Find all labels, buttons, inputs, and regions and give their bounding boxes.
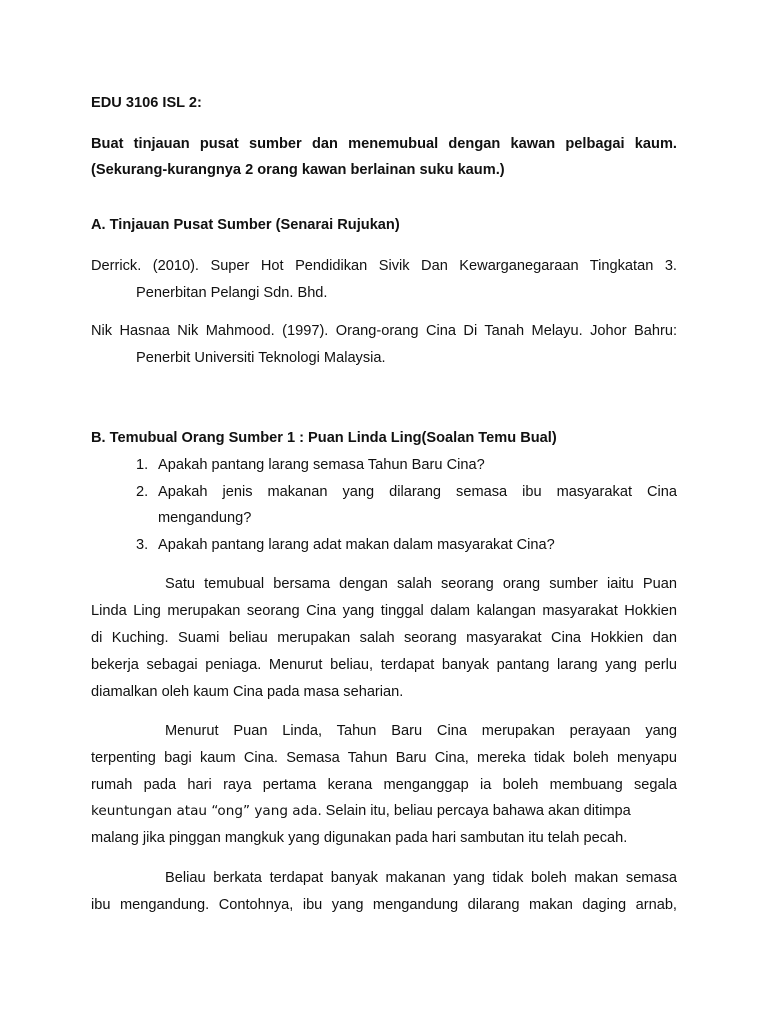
reference-2-line-2: Penerbit Universiti Teknologi Malaysia. <box>136 350 386 366</box>
question-1-number: 1. <box>136 457 149 473</box>
question-3-number: 3. <box>136 537 149 553</box>
section-b-title: B. Temubual Orang Sumber 1 : Puan Linda Ling(Soalan Temu Bual) <box>91 430 557 446</box>
question-1-text: Apakah pantang larang semasa Tahun Baru Cina? <box>158 457 485 473</box>
paragraph-1-line-5: diamalkan oleh kaum Cina pada masa seharian. <box>91 684 404 700</box>
paragraph-2-line-2: terpenting bagi kaum Cina. Semasa Tahun Baru Cina, mereka tidak boleh menyapu <box>91 750 677 766</box>
reference-2-line-1: Nik Hasnaa Nik Mahmood. (1997). Orang-orang Cina Di Tanah Melayu. Johor Bahru: <box>91 323 677 339</box>
task-instruction-line-1: Buat tinjauan pusat sumber dan menemubual dengan kawan pelbagai kaum. <box>91 136 677 152</box>
paragraph-3-line-2: ibu mengandung. Contohnya, ibu yang mengandung dilarang makan daging arnab, <box>91 897 677 913</box>
paragraph-1-line-2: Linda Ling merupakan seorang Cina yang tinggal dalam kalangan masyarakat Hokkien <box>91 603 677 619</box>
paragraph-1-line-3: di Kuching. Suami beliau merupakan salah seorang masyarakat Cina Hokkien dan <box>91 630 677 646</box>
question-2-number: 2. <box>136 484 149 500</box>
document-heading: EDU 3106 ISL 2: <box>91 95 202 111</box>
question-2-text: Apakah jenis makanan yang dilarang semasa ibu masyarakat Cina <box>158 484 677 500</box>
section-a-title: A. Tinjauan Pusat Sumber (Senarai Rujukan) <box>91 217 400 233</box>
question-2-text-continued: mengandung? <box>158 510 252 526</box>
paragraph-2-line-4-part-b: . Selain itu, beliau percaya bahawa akan ditimpa <box>317 803 631 819</box>
paragraph-2-line-5: malang jika pinggan mangkuk yang digunakan pada hari sambutan itu telah pecah. <box>91 830 628 846</box>
paragraph-1-line-1: Satu temubual bersama dengan salah seorang orang sumber iaitu Puan <box>165 576 677 592</box>
paragraph-1-line-4: bekerja sebagai peniaga. Menurut beliau, terdapat banyak pantang larang yang perlu <box>91 657 677 673</box>
reference-1-line-2: Penerbitan Pelangi Sdn. Bhd. <box>136 285 328 301</box>
task-instruction-line-2: (Sekurang-kurangnya 2 orang kawan berlainan suku kaum.) <box>91 162 505 178</box>
paragraph-2-line-3: rumah pada hari raya pertama kerana menganggap ia boleh membuang segala <box>91 777 677 793</box>
paragraph-2-line-4-part-a: keuntungan atau “ong” yang ada <box>91 803 318 819</box>
reference-1-line-1: Derrick. (2010). Super Hot Pendidikan Sivik Dan Kewarganegaraan Tingkatan 3. <box>91 258 677 274</box>
paragraph-2-line-1: Menurut Puan Linda, Tahun Baru Cina merupakan perayaan yang <box>165 723 677 739</box>
question-3-text: Apakah pantang larang adat makan dalam masyarakat Cina? <box>158 537 555 553</box>
paragraph-3-line-1: Beliau berkata terdapat banyak makanan yang tidak boleh makan semasa <box>165 870 677 886</box>
paragraph-2-line-4 <box>91 802 677 820</box>
